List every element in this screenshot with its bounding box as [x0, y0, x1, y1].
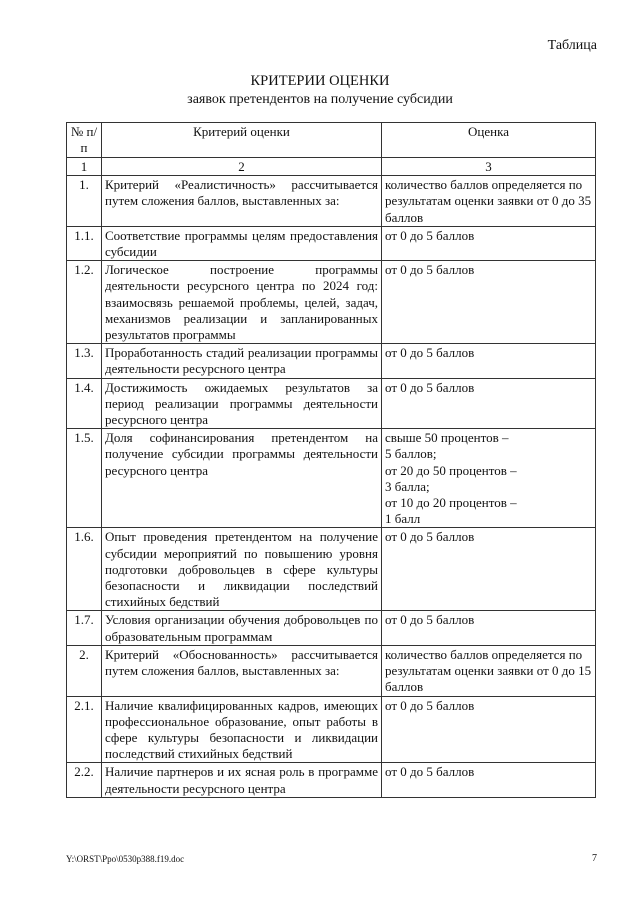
row-num: 1.4.	[67, 378, 102, 429]
row-criterion: Соответствие программы целям предоставления субсидии	[102, 226, 382, 260]
footer-page-number: 7	[592, 853, 597, 864]
row-num: 1.6.	[67, 528, 102, 611]
row-score: от 0 до 5 баллов	[382, 696, 596, 763]
row-criterion: Наличие квалифицированных кадров, имеющих профессиональное образование, опыт работы в сфере культуры безопасности и ликвидации последствий стихийных бедствий	[102, 696, 382, 763]
table-row	[67, 378, 596, 429]
row-score: количество баллов определяется по результатам оценки заявки от 0 до 15 баллов	[382, 645, 596, 696]
row-criterion: Логическое построение программы деятельности ресурсного центра по 2024 год: взаимосвязь решаемой проблемы, целей, задач, механизмов реализации и запланированных результатов программы	[102, 261, 382, 344]
row-score: от 0 до 5 баллов	[382, 226, 596, 260]
table-row	[67, 528, 596, 611]
colnum-1: 1	[67, 158, 102, 176]
row-criterion: Доля софинансирования претендентом на получение субсидии программы деятельности ресурсного центра	[102, 429, 382, 528]
table-row	[67, 645, 596, 696]
row-criterion: Критерий «Реалистичность» рассчитывается путем сложения баллов, выставленных за:	[102, 176, 382, 227]
table-row	[67, 429, 596, 528]
document-subtitle: заявок претендентов на получение субсидии	[187, 92, 453, 107]
row-num: 1.1.	[67, 226, 102, 260]
row-score: от 0 до 5 баллов	[382, 763, 596, 797]
table-row	[67, 344, 596, 378]
score-line: 3 балла;	[385, 478, 430, 494]
table-caption: Таблица	[547, 38, 597, 53]
row-criterion: Условия организации обучения добровольцев по образовательным программам	[102, 611, 382, 645]
table-row	[67, 611, 596, 645]
table-row	[67, 226, 596, 260]
colnum-3: 3	[382, 158, 596, 176]
row-num: 2.2.	[67, 763, 102, 797]
row-num: 1.	[67, 176, 102, 227]
row-criterion: Опыт проведения претендентом на получение субсидии мероприятий по повышению уровня подготовки добровольцев в сфере культуры безопасности и ликвидации последствий стихийных бедствий	[102, 528, 382, 611]
score-line: от 10 до 20 процентов –	[385, 495, 517, 511]
row-score: от 0 до 5 баллов	[382, 261, 596, 344]
row-num: 2.	[67, 645, 102, 696]
row-num: 1.2.	[67, 261, 102, 344]
document-title: КРИТЕРИИ ОЦЕНКИ	[250, 73, 390, 89]
score-line: 1 балл	[385, 511, 421, 527]
row-score	[382, 429, 596, 528]
score-line: от 20 до 50 процентов –	[385, 462, 517, 478]
row-num: 1.7.	[67, 611, 102, 645]
table-header-row	[67, 123, 596, 158]
row-score: от 0 до 5 баллов	[382, 378, 596, 429]
footer-file-path: Y:\ORST\Ppo\0530p388.f19.doc	[66, 854, 185, 864]
table-row	[67, 763, 596, 797]
row-score: от 0 до 5 баллов	[382, 528, 596, 611]
header-criterion: Критерий оценки	[102, 123, 382, 158]
table-row	[67, 176, 596, 227]
colnum-2: 2	[102, 158, 382, 176]
row-score: количество баллов определяется по результатам оценки заявки от 0 до 35 баллов	[382, 176, 596, 227]
row-score: от 0 до 5 баллов	[382, 344, 596, 378]
row-score: от 0 до 5 баллов	[382, 611, 596, 645]
table-row	[67, 696, 596, 763]
row-num: 2.1.	[67, 696, 102, 763]
score-line: свыше 50 процентов –	[385, 430, 509, 446]
column-number-row	[67, 158, 596, 176]
header-num: № п/п	[67, 123, 102, 158]
row-criterion: Наличие партнеров и их ясная роль в программе деятельности ресурсного центра	[102, 763, 382, 797]
row-criterion: Критерий «Обоснованность» рассчитывается путем сложения баллов, выставленных за:	[102, 645, 382, 696]
row-num: 1.5.	[67, 429, 102, 528]
score-line: 5 баллов;	[385, 446, 437, 462]
criteria-table	[66, 122, 596, 798]
table-row	[67, 261, 596, 344]
header-score: Оценка	[382, 123, 596, 158]
row-num: 1.3.	[67, 344, 102, 378]
row-criterion: Достижимость ожидаемых результатов за период реализации программы деятельности ресурсного центра	[102, 378, 382, 429]
row-criterion: Проработанность стадий реализации программы деятельности ресурсного центра	[102, 344, 382, 378]
